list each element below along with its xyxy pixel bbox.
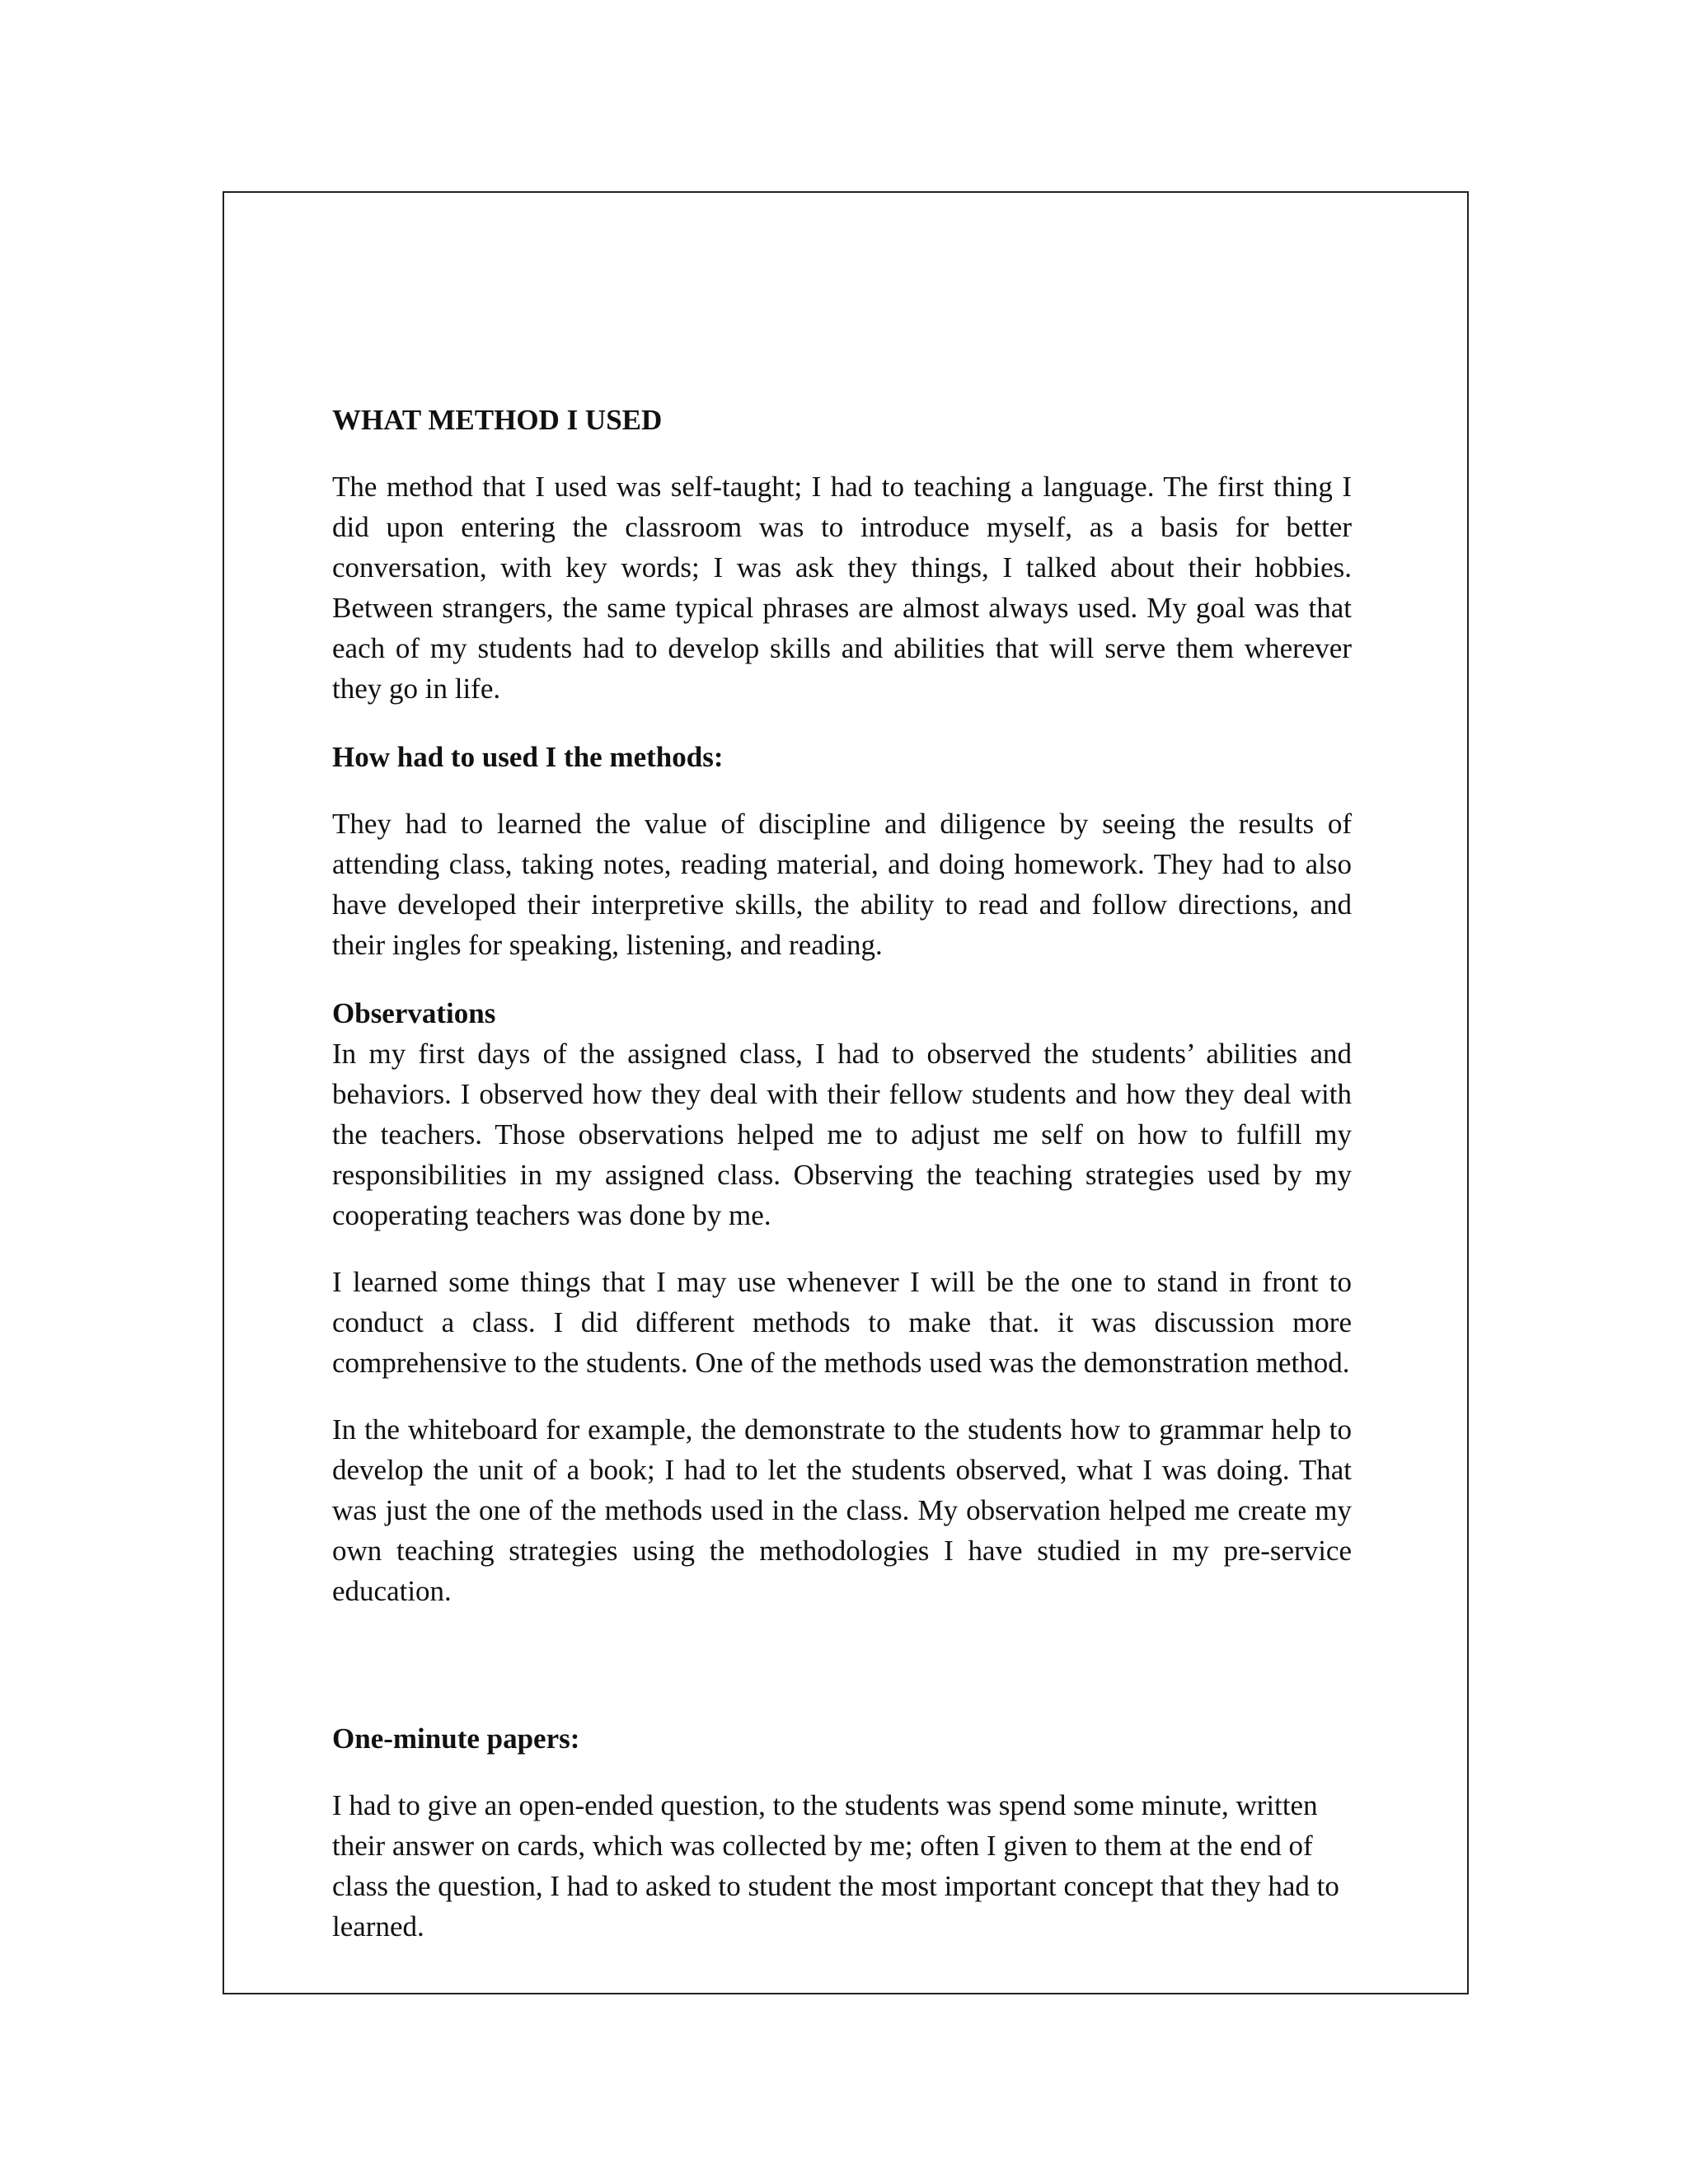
paragraph-observations: In my first days of the assigned class, I had to observed the students’ abilities and behaviors. I observed how they deal with their fellow students and how they deal with the teachers. Those observations helped me to adjust me self on how to fulfill my responsibilities in my assigned class. Observing the teaching strategies used by my cooperating teachers was done by me.	[332, 1038, 1352, 1231]
heading-how-methods: How had to used I the methods:	[332, 741, 724, 773]
document-body	[332, 400, 1352, 1947]
heading-observations: Observations	[332, 997, 496, 1029]
paragraph-learned: I learned some things that I may use whenever I will be the one to stand in front to conduct a class. I did different methods to make that. it was discussion more comprehensive to the students. One of the methods used was the demonstration method.	[332, 1266, 1352, 1379]
paragraph-method-intro: The method that I used was self-taught; I had to teaching a language. The first thing I did upon entering the classroom was to introduce myself, as a basis for better conversation, with key words; I was ask they things, I talked about their hobbies. Between strangers, the same typical phrases are almost always used. My goal was that each of my students had to develop skills and abilities that will serve them wherever they go in life.	[332, 471, 1352, 705]
heading-one-minute-papers: One-minute papers:	[332, 1722, 580, 1755]
heading-what-method: WHAT METHOD I USED	[332, 404, 663, 436]
paragraph-one-minute: I had to give an open-ended question, to the students was spend some minute, written their answer on cards, which was collected by me; often I given to them at the end of class the question, I had to asked to student the most important concept that they had to learned.	[332, 1789, 1339, 1943]
paragraph-whiteboard: In the whiteboard for example, the demonstrate to the students how to grammar help to develop the unit of a book; I had to let the students observed, what I was doing. That was just the one of the methods used in the class. My observation helped me create my own teaching strategies using the methodologies I have studied in my pre-service education.	[332, 1413, 1352, 1607]
paragraph-discipline: They had to learned the value of discipline and diligence by seeing the results of attending class, taking notes, reading material, and doing homework. They had to also have developed their interpretive skills, the ability to read and follow directions, and their ingles for speaking, listening, and reading.	[332, 808, 1352, 961]
